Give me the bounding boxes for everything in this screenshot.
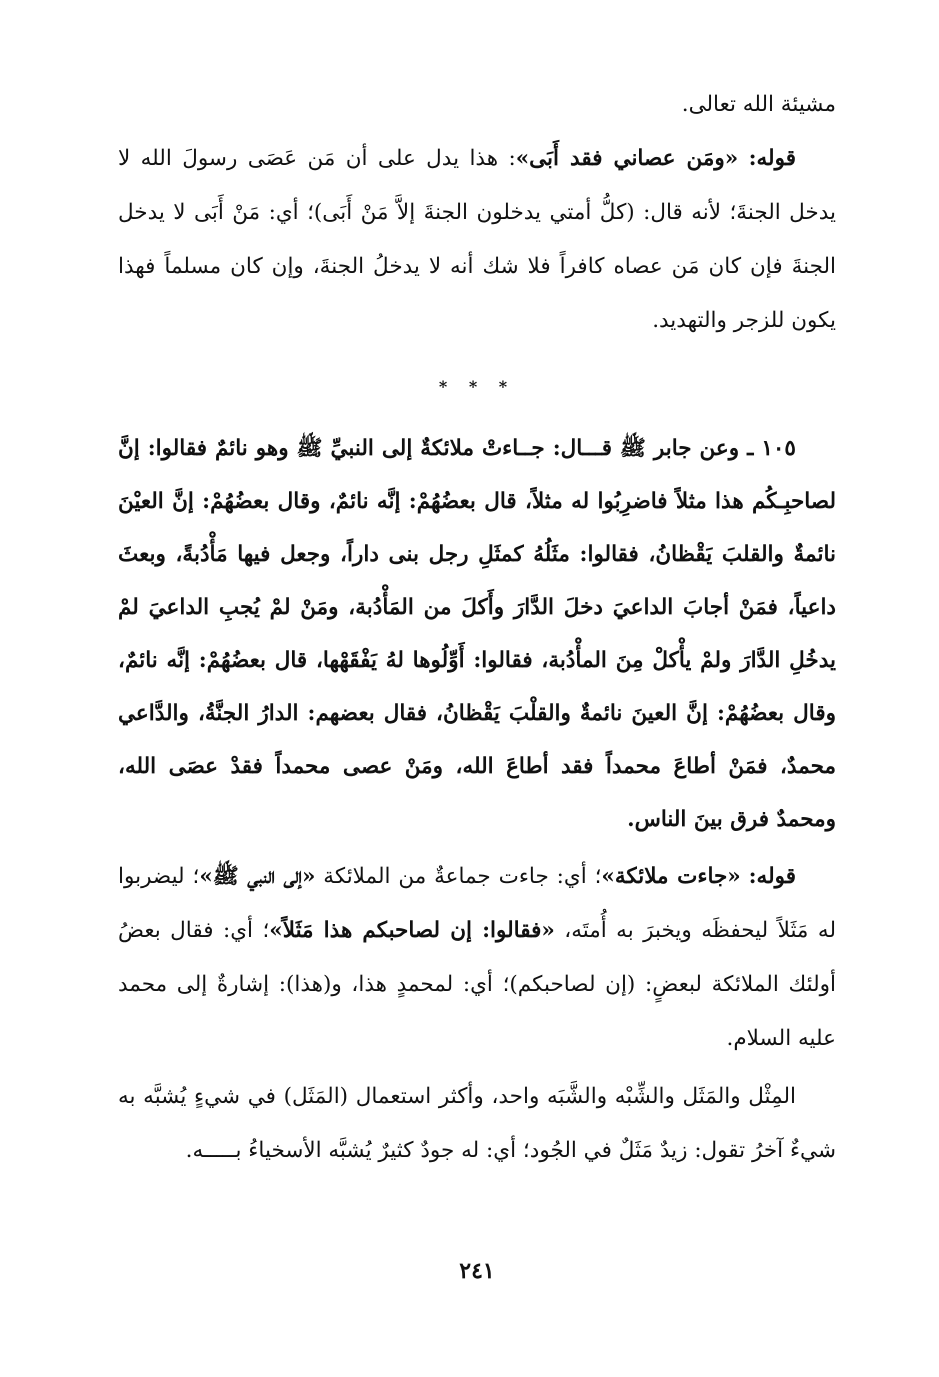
commentary-text: ؛ أي: جاءت جماعةٌ من الملائكة [323, 864, 602, 889]
commentary-text: : هذا يدل على أن مَن عَصَى رسولَ الله لا يدخل الجنةَ؛ لأنه قال: (كلُّ أمتي يدخلون الجنةَ إلاَّ مَنْ أَبَى)؛ أي: مَنْ أَبَى لا يدخل الجنةَ فإن كان مَن عصاه كافراً فلا شك أنه لا يدخلُ الجنةَ، وإن كان مسلماً فهذا يكون للزجر والتهديد. [118, 146, 836, 333]
commentary-text: ؛ ليضربوا له مَثَلاً ليحفظَه ويخبرَ به أُمتَه، [118, 864, 836, 943]
commentary-quote: «فقالوا: إن لصاحبكم هذا مَثَلاً» [269, 918, 555, 943]
hadith-number: ١٠٥ ـ [747, 436, 796, 461]
hadith-paragraph [118, 422, 836, 846]
commentary-quote: «ومَن عصاني فقد أَبَى» [515, 146, 739, 171]
page-number: ٢٤١ [459, 1258, 495, 1284]
commentary-paragraph-2 [118, 850, 836, 1066]
commentary-paragraph-3: المِثْل والمَثَل والشِّبْه والشَّبَه واحد، وأكثر استعمال (المَثَل) في شيءٍ يُشبَّه به شيءٌ آخرُ تقول: زيدٌ مَثَلٌ في الجُود؛ أي: له جودٌ كثيرٌ يُشبَّه الأسخياءُ بـــــه. [118, 1084, 836, 1163]
section-separator: * * * [438, 377, 516, 396]
commentary-quote: «إلى النبي ﷺ» [199, 864, 316, 889]
commentary-paragraph-1 [118, 132, 836, 348]
document-page [118, 78, 836, 1298]
commentary-text: ؛ أي: فقال بعضُ أولئك الملائكة لبعضٍ: (إن لصاحبكم)؛ أي: لمحمدٍ هذا، و(هذا): إشارةٌ إلى محمد عليه السلام. [118, 918, 836, 1051]
commentary-quote: «جاءت ملائكة» [601, 864, 741, 889]
intro-line: مشيئة الله تعالى. [681, 92, 836, 117]
commentary-lead: قوله: [748, 864, 797, 889]
commentary-lead: قوله: [748, 146, 796, 171]
hadith-text: وعن جابر ﷺ قـــال: جــاءتْ ملائكةٌ إلى النبيِّ ﷺ وهو نائمٌ فقالوا: إنَّ لصاحبِـكُم هذا مثلاً فاضرِبُوا له مثلاً، قال بعضُهُمْ: إنَّه نائمٌ، وقال بعضُهُمْ: إنَّ العيْنَ نائمةٌ والقلبَ يَقْظانُ، فقالوا: مثَلُهُ كمثَلِ رجل بنى داراً، وجعل فيها مَأْدُبةً، وبعثَ داعياً، فمَنْ أجابَ الداعيَ دخلَ الدَّارَ وأَكلَ من المَأْدُبة، ومَنْ لمْ يُجبِ الداعيَ لمْ يدخُلِ الدَّارَ ولمْ يأْكلْ مِنَ المأْدُبة، فقالوا: أَوِّلُوها لهُ يَفْقَهْها، قال بعضُهُمْ: إنَّه نائمٌ، وقال بعضُهُمْ: إنَّ العينَ نائمةٌ والقلْبَ يَقْظانُ، فقال بعضهم: الدارُ الجنَّةُ، والدَّاعي محمدٌ، فمَنْ أطاعَ محمداً فقد أطاعَ الله، ومَنْ عصى محمداً فقدْ عصَى الله، ومحمدٌ فرق بينَ الناس. [118, 436, 836, 832]
